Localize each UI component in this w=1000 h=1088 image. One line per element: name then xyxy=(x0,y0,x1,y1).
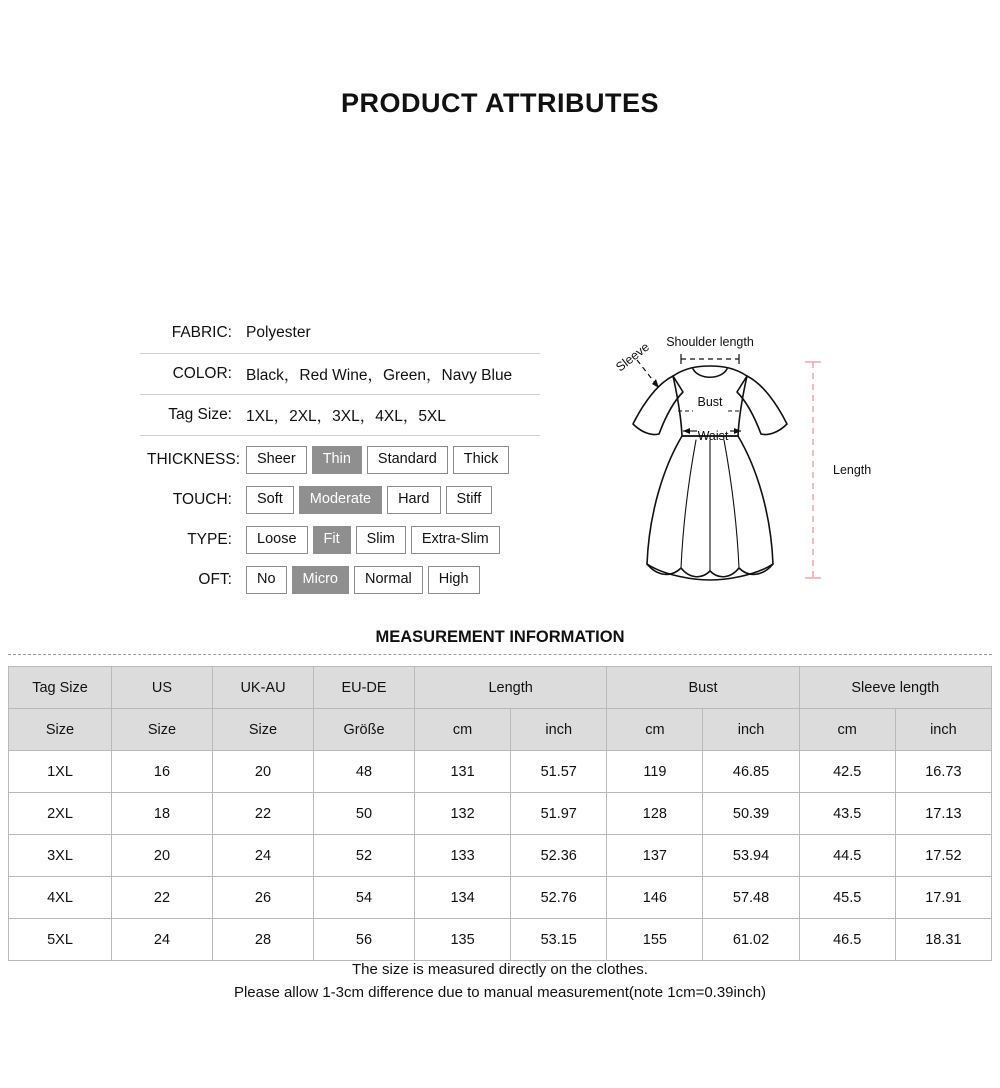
diagram-label-waist: Waist xyxy=(697,429,729,443)
header-sleeve-length: Sleeve length xyxy=(799,667,991,709)
cell-eu-de: 56 xyxy=(314,919,415,961)
thickness-option-thick[interactable]: Thick xyxy=(453,446,510,474)
cell-bust-inch: 57.48 xyxy=(703,877,799,919)
cell-sleeve-inch: 17.13 xyxy=(895,793,991,835)
attribute-row-fabric xyxy=(140,313,540,354)
attribute-row-type xyxy=(140,520,540,560)
type-option-loose[interactable]: Loose xyxy=(246,526,308,554)
header-length: Length xyxy=(415,667,607,709)
thickness-option-standard[interactable]: Standard xyxy=(367,446,448,474)
diagram-label-bust: Bust xyxy=(697,395,723,409)
oft-option-no[interactable]: No xyxy=(246,566,287,594)
cell-bust-cm: 146 xyxy=(607,877,703,919)
tag-size-value: 1XL，2XL，3XL，4XL，5XL xyxy=(246,408,446,425)
cell-bust-inch: 46.85 xyxy=(703,751,799,793)
cell-length-inch: 52.76 xyxy=(511,877,607,919)
color-value: Black，Red Wine，Green，Navy Blue xyxy=(246,367,513,384)
subheader-length-inch: inch xyxy=(511,709,607,751)
touch-option-moderate[interactable]: Moderate xyxy=(299,486,382,514)
cell-bust-inch: 50.39 xyxy=(703,793,799,835)
cell-sleeve-cm: 43.5 xyxy=(799,793,895,835)
diagram-label-length: Length xyxy=(833,463,872,477)
cell-length-cm: 133 xyxy=(415,835,511,877)
cell-tag-size: 3XL xyxy=(9,835,112,877)
measurement-heading: MEASUREMENT INFORMATION xyxy=(375,628,625,646)
table-header-row-2 xyxy=(9,709,992,751)
cell-eu-de: 54 xyxy=(314,877,415,919)
oft-option-high[interactable]: High xyxy=(428,566,480,594)
cell-eu-de: 48 xyxy=(314,751,415,793)
thickness-option-thin[interactable]: Thin xyxy=(312,446,362,474)
cell-us: 22 xyxy=(112,877,213,919)
divider xyxy=(8,654,992,655)
header-us: US xyxy=(112,667,213,709)
type-options xyxy=(240,526,500,554)
cell-us: 16 xyxy=(112,751,213,793)
cell-length-inch: 51.57 xyxy=(511,751,607,793)
table-row xyxy=(9,877,992,919)
attribute-row-color xyxy=(140,354,540,395)
cell-length-inch: 51.97 xyxy=(511,793,607,835)
cell-sleeve-inch: 16.73 xyxy=(895,751,991,793)
oft-label: OFT: xyxy=(198,571,232,588)
fabric-value: Polyester xyxy=(246,324,311,341)
cell-bust-cm: 128 xyxy=(607,793,703,835)
subheader-sleeve-inch: inch xyxy=(895,709,991,751)
table-row xyxy=(9,751,992,793)
cell-uk-au: 22 xyxy=(213,793,314,835)
subheader-uk-au: Size xyxy=(213,709,314,751)
color-label: COLOR: xyxy=(172,365,232,382)
size-table-container xyxy=(8,666,992,961)
thickness-option-sheer[interactable]: Sheer xyxy=(246,446,307,474)
dress-measurement-diagram xyxy=(585,328,885,608)
cell-sleeve-inch: 18.31 xyxy=(895,919,991,961)
subheader-bust-cm: cm xyxy=(607,709,703,751)
cell-length-cm: 134 xyxy=(415,877,511,919)
cell-length-cm: 131 xyxy=(415,751,511,793)
fabric-label: FABRIC: xyxy=(171,324,232,341)
oft-options xyxy=(240,566,480,594)
page-title: PRODUCT ATTRIBUTES xyxy=(341,88,659,118)
cell-tag-size: 2XL xyxy=(9,793,112,835)
subheader-bust-inch: inch xyxy=(703,709,799,751)
subheader-tag-size: Size xyxy=(9,709,112,751)
subheader-length-cm: cm xyxy=(415,709,511,751)
table-row xyxy=(9,919,992,961)
oft-option-micro[interactable]: Micro xyxy=(292,566,349,594)
size-table xyxy=(8,666,992,961)
type-option-fit[interactable]: Fit xyxy=(313,526,351,554)
touch-option-stiff[interactable]: Stiff xyxy=(446,486,493,514)
cell-uk-au: 28 xyxy=(213,919,314,961)
cell-sleeve-cm: 45.5 xyxy=(799,877,895,919)
attribute-row-touch xyxy=(140,480,540,520)
cell-length-inch: 52.36 xyxy=(511,835,607,877)
header-uk-au: UK-AU xyxy=(213,667,314,709)
header-bust: Bust xyxy=(607,667,799,709)
touch-label: TOUCH: xyxy=(172,491,232,508)
cell-us: 18 xyxy=(112,793,213,835)
touch-options xyxy=(240,486,492,514)
table-row xyxy=(9,835,992,877)
cell-tag-size: 5XL xyxy=(9,919,112,961)
touch-option-hard[interactable]: Hard xyxy=(387,486,440,514)
cell-length-cm: 132 xyxy=(415,793,511,835)
cell-length-cm: 135 xyxy=(415,919,511,961)
cell-bust-cm: 119 xyxy=(607,751,703,793)
thickness-label: THICKNESS: xyxy=(146,451,240,468)
cell-us: 20 xyxy=(112,835,213,877)
tag-size-label: Tag Size: xyxy=(168,406,232,423)
table-header-row-1 xyxy=(9,667,992,709)
touch-option-soft[interactable]: Soft xyxy=(246,486,294,514)
diagram-label-shoulder: Shoulder length xyxy=(666,335,754,349)
diagram-label-sleeve: Sleeve xyxy=(613,339,652,375)
product-attributes-block xyxy=(140,313,540,600)
cell-length-inch: 53.15 xyxy=(511,919,607,961)
cell-eu-de: 50 xyxy=(314,793,415,835)
thickness-options xyxy=(240,446,509,474)
cell-bust-inch: 53.94 xyxy=(703,835,799,877)
type-label: TYPE: xyxy=(187,531,232,548)
footnotes xyxy=(0,958,1000,1005)
cell-bust-cm: 137 xyxy=(607,835,703,877)
cell-uk-au: 20 xyxy=(213,751,314,793)
cell-bust-cm: 155 xyxy=(607,919,703,961)
table-row xyxy=(9,793,992,835)
cell-sleeve-cm: 46.5 xyxy=(799,919,895,961)
cell-tag-size: 4XL xyxy=(9,877,112,919)
type-option-extra-slim[interactable]: Extra-Slim xyxy=(411,526,500,554)
subheader-sleeve-cm: cm xyxy=(799,709,895,751)
subheader-us: Size xyxy=(112,709,213,751)
footnote-1: The size is measured directly on the clothes. xyxy=(352,961,648,978)
cell-sleeve-cm: 44.5 xyxy=(799,835,895,877)
oft-option-normal[interactable]: Normal xyxy=(354,566,423,594)
cell-sleeve-cm: 42.5 xyxy=(799,751,895,793)
cell-sleeve-inch: 17.52 xyxy=(895,835,991,877)
subheader-eu-de: Größe xyxy=(314,709,415,751)
cell-uk-au: 26 xyxy=(213,877,314,919)
footnote-2: Please allow 1-3cm difference due to manual measurement(note 1cm=0.39inch) xyxy=(233,984,767,1002)
attribute-row-oft xyxy=(140,560,540,600)
header-tag-size: Tag Size xyxy=(9,667,112,709)
cell-eu-de: 52 xyxy=(314,835,415,877)
cell-us: 24 xyxy=(112,919,213,961)
header-eu-de: EU-DE xyxy=(314,667,415,709)
cell-uk-au: 24 xyxy=(213,835,314,877)
cell-sleeve-inch: 17.91 xyxy=(895,877,991,919)
cell-tag-size: 1XL xyxy=(9,751,112,793)
attribute-row-thickness xyxy=(140,440,540,480)
cell-bust-inch: 61.02 xyxy=(703,919,799,961)
attribute-row-tag-size xyxy=(140,395,540,436)
type-option-slim[interactable]: Slim xyxy=(356,526,406,554)
